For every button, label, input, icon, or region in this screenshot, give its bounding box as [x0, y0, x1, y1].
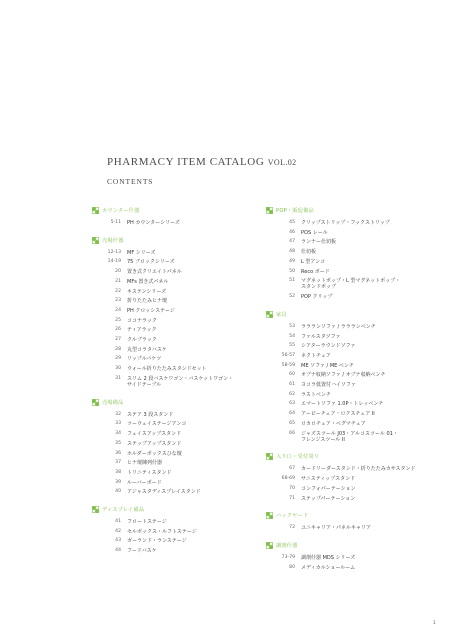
- section-label: バックヤード: [276, 513, 309, 520]
- toc-page-number: 20: [115, 269, 121, 275]
- toc-page-number: 68-69: [281, 476, 295, 482]
- toc-entry-title: クルブラック: [127, 337, 157, 344]
- toc-page-number: 39: [115, 479, 121, 485]
- toc-page-number: 32: [115, 411, 121, 417]
- page-number: 1: [433, 621, 436, 626]
- toc-entry-title: シアターラウンドソファ: [301, 343, 356, 350]
- toc-page-number: 70: [289, 485, 295, 491]
- toc-entry[interactable]: [266, 294, 441, 300]
- toc-entry-title: フードバスケ: [127, 548, 157, 555]
- toc-entry[interactable]: [266, 334, 441, 340]
- toc-entry-title: 調剤什器 MDS シリーズ: [301, 554, 356, 561]
- toc-page-number: 26: [115, 327, 121, 333]
- toc-page-number: 36: [115, 450, 121, 456]
- toc-page-number: 66: [289, 430, 295, 436]
- toc-entry-title: POP クリップ: [301, 294, 333, 301]
- toc-page-number: 47: [289, 239, 295, 245]
- section-heading: [266, 541, 441, 550]
- section-label: カウンター什器: [102, 208, 140, 214]
- toc-page-number: 48: [289, 249, 295, 255]
- toc-page-number: 50: [289, 268, 295, 274]
- toc-entry[interactable]: [92, 220, 267, 226]
- toc-page-number: 63: [289, 401, 295, 407]
- toc-entry[interactable]: [92, 489, 267, 495]
- toc-page-number: 62: [289, 391, 295, 397]
- toc-entry[interactable]: [92, 441, 267, 447]
- toc-entry-title: MF シリーズ: [127, 249, 156, 256]
- toc-page-number: 60: [289, 372, 295, 378]
- toc-page-number: 28: [115, 346, 121, 352]
- toc-entry-title: サニスティップスタンド: [301, 476, 356, 483]
- toc-page-number: 43: [115, 538, 121, 544]
- toc-entry-title: ツーウェイステージアンコ: [127, 421, 187, 428]
- toc-left-column: [92, 206, 267, 558]
- toc-page-number: 30: [115, 366, 121, 372]
- toc-entry-title: 丸型コラタバスケ: [127, 346, 167, 353]
- section-label: POP・販促備品: [276, 208, 314, 214]
- toc-page-number: 49: [289, 258, 295, 264]
- toc-entry[interactable]: [266, 239, 441, 245]
- toc-page-number: 31: [115, 375, 121, 381]
- section-label: 売場什器: [102, 237, 124, 244]
- toc-entry[interactable]: [266, 249, 441, 255]
- toc-entry-title: カードリーダースタンド・折りたたみカサスタンド: [301, 466, 416, 473]
- toc-entry-title: リップルバケツ: [127, 356, 162, 363]
- toc-entry[interactable]: [92, 259, 267, 265]
- section-grid-icon: [92, 207, 99, 214]
- toc-right-column: [266, 206, 441, 574]
- toc-page-number: 29: [115, 356, 121, 362]
- toc-entry-title: コンフォパーテーション: [301, 485, 356, 492]
- toc-entry[interactable]: [92, 366, 267, 372]
- toc-entry[interactable]: [266, 496, 441, 502]
- toc-entry[interactable]: [92, 298, 267, 304]
- toc-entry-title: PH カウンターシリーズ: [127, 220, 180, 226]
- toc-page-number: 56-57: [281, 352, 295, 358]
- toc-entry[interactable]: [266, 230, 441, 236]
- toc-entry-title: POS レール: [301, 229, 328, 236]
- toc-entry[interactable]: [92, 460, 267, 466]
- toc-entry[interactable]: [92, 347, 267, 353]
- section-grid-icon: [92, 399, 99, 406]
- toc-page-number: 52: [289, 294, 295, 300]
- toc-entry-title: 仕切板: [301, 249, 317, 256]
- toc-entry[interactable]: [266, 476, 441, 482]
- toc-entry[interactable]: [266, 401, 441, 407]
- section-heading: [92, 236, 267, 245]
- toc-entry-title: オブナ収納ソファ / オブナ収納ベンチ: [301, 372, 386, 379]
- catalog-title: PHARMACY ITEM CATALOG VOL.02: [107, 156, 297, 168]
- toc-entry[interactable]: [266, 278, 441, 290]
- toc-entry[interactable]: [266, 565, 441, 571]
- toc-page-number: 71: [289, 495, 295, 501]
- toc-entry[interactable]: [92, 308, 267, 314]
- section-label: ディスプレイ備品: [102, 507, 145, 514]
- toc-entry-title: ネクトチェア: [301, 352, 331, 359]
- toc-entry-title: クリップストリップ・フックストリップ: [301, 220, 390, 226]
- toc-page-number: 53: [289, 323, 295, 329]
- toc-page-number: 5-11: [110, 220, 121, 225]
- toc-entry[interactable]: [92, 548, 267, 554]
- toc-entry-title: ヨコラ低置付ハイソファ: [301, 382, 356, 389]
- toc-entry-title: Reco ボード: [301, 268, 330, 275]
- toc-entry[interactable]: [92, 538, 267, 544]
- toc-entry-title: メディカルショールーム: [301, 564, 356, 571]
- toc-entry[interactable]: [92, 356, 267, 362]
- section-label: 売場備品: [102, 399, 124, 406]
- toc-page-number: 72: [289, 525, 295, 531]
- toc-entry[interactable]: [266, 421, 441, 427]
- toc-entry-title: ファルスタソファ: [301, 333, 341, 340]
- toc-entry[interactable]: [266, 431, 441, 443]
- toc-page-number: 67: [289, 466, 295, 472]
- toc-entry-title: セルボックス・ルフトステージ: [127, 528, 197, 535]
- toc-entry-title: アジャスタディスプレイスタンド: [127, 489, 201, 496]
- toc-entry[interactable]: [92, 470, 267, 476]
- section-heading: [92, 505, 267, 514]
- toc-page-number: 42: [115, 528, 121, 534]
- toc-entry[interactable]: [92, 279, 267, 285]
- toc-page-number: 21: [115, 278, 121, 284]
- toc-entry[interactable]: [92, 480, 267, 486]
- section-heading: [92, 206, 267, 215]
- toc-entry-title: L 型アンコ: [301, 258, 326, 265]
- toc-entry-title: ランナー仕切板: [301, 239, 337, 246]
- toc-entry[interactable]: [92, 289, 267, 295]
- toc-entry[interactable]: [92, 250, 267, 256]
- toc-page-number: 51: [289, 278, 295, 284]
- toc-entry[interactable]: [92, 412, 267, 418]
- toc-entry-title: ステップパーテーション: [301, 495, 356, 502]
- toc-page-number: 73-79: [281, 554, 295, 560]
- toc-entry-title: アービーチェア・ロクスチェア II: [301, 411, 375, 418]
- section-label: 家具: [276, 311, 287, 318]
- toc-entry-title: 折りたたみヒナ壇: [127, 298, 168, 305]
- toc-entry-title: ルーバーボード: [127, 479, 162, 486]
- toc-page-number: 64: [289, 411, 295, 417]
- toc-page-number: 61: [289, 382, 295, 388]
- toc-entry-title: ユニキャリア・パネルキャリア: [301, 525, 372, 532]
- section-heading: [266, 206, 441, 215]
- toc-entry-title: ココナラック: [127, 317, 157, 324]
- toc-page-number: 37: [115, 460, 121, 466]
- toc-entry[interactable]: [266, 525, 441, 531]
- toc-entry[interactable]: [92, 337, 267, 343]
- toc-entry[interactable]: [266, 259, 441, 265]
- section-grid-icon: [266, 542, 273, 549]
- toc-entry[interactable]: [266, 392, 441, 398]
- toc-entry-title: 置き式クリエイトパネル: [127, 269, 182, 276]
- toc-entry[interactable]: [92, 431, 267, 437]
- toc-page-number: 55: [289, 343, 295, 349]
- toc-entry-title: ウォール折りたたみスタンドセット: [127, 366, 207, 373]
- section-label: 調剤什器: [276, 542, 298, 549]
- toc-entry[interactable]: [266, 343, 441, 349]
- toc-entry-title: ラストベンチ: [301, 391, 331, 398]
- toc-entry[interactable]: [92, 376, 267, 388]
- toc-page-number: 54: [289, 333, 295, 339]
- section-label: 入り口・受付周り: [276, 454, 320, 461]
- toc-entry[interactable]: [266, 555, 441, 561]
- toc-page-number: 23: [115, 298, 121, 304]
- toc-page-number: 46: [289, 229, 295, 235]
- toc-entry[interactable]: [266, 220, 441, 226]
- toc-page-number: 45: [289, 220, 295, 225]
- toc-page-number: 12-13: [107, 249, 121, 255]
- toc-entry[interactable]: [266, 382, 441, 388]
- toc-entry[interactable]: [92, 327, 267, 333]
- toc-entry[interactable]: [266, 269, 441, 275]
- section-heading: [266, 310, 441, 319]
- section-grid-icon: [266, 453, 273, 460]
- toc-entry-title: スリム 2 段バスケワゴン・バスケットワゴン・ サイドテーブル: [127, 375, 234, 389]
- toc-page-number: 33: [115, 421, 121, 427]
- toc-page-number: 22: [115, 288, 121, 294]
- toc-entry[interactable]: [92, 451, 267, 457]
- toc-entry-title: エマートソファ 1.0P・トレッベンチ: [301, 401, 384, 408]
- section-heading: [266, 452, 441, 461]
- toc-entry-title: ガーランド・ランステージ: [127, 538, 187, 545]
- toc-page-number: 58-59: [281, 362, 295, 368]
- section-grid-icon: [92, 237, 99, 244]
- toc-entry-title: ララランソファ / ララランベンチ: [301, 323, 376, 330]
- toc-entry-title: ステア 3 段スタンド: [127, 411, 174, 418]
- toc-entry-title: ティアラック: [127, 327, 157, 334]
- toc-page-number: 34: [115, 431, 121, 437]
- toc-entry[interactable]: [266, 486, 441, 492]
- toc-entry-title: ステップアップスタンド: [127, 440, 182, 447]
- toc-entry-title: MFs 置き式パネル: [127, 278, 169, 285]
- toc-page-number: 44: [115, 548, 121, 554]
- toc-entry[interactable]: [266, 372, 441, 378]
- contents-heading: CONTENTS: [107, 177, 154, 186]
- toc-entry[interactable]: [92, 318, 267, 324]
- toc-page-number: 65: [289, 420, 295, 426]
- toc-entry-title: ロカロチェア・ベグマチェア: [301, 420, 366, 427]
- toc-entry[interactable]: [266, 363, 441, 369]
- toc-page-number: 27: [115, 337, 121, 343]
- section-heading: [92, 398, 267, 407]
- toc-page-number: 25: [115, 317, 121, 323]
- toc-entry-title: ヒナ壇陳列什器: [127, 460, 163, 467]
- toc-entry-title: フロートステージ: [127, 519, 167, 526]
- section-grid-icon: [92, 506, 99, 513]
- toc-page-number: 41: [115, 519, 121, 525]
- toc-entry-title: ジャズスツール J03・アルコスツール 01・ フレンジスツール II: [301, 430, 398, 443]
- toc-entry-title: トリニティスタンド: [127, 469, 172, 476]
- section-grid-icon: [266, 512, 273, 519]
- toc-entry[interactable]: [92, 529, 267, 535]
- toc-entry[interactable]: [92, 421, 267, 427]
- toc-entry-title: ME ソファ / ME ベンチ: [301, 362, 354, 369]
- toc-entry[interactable]: [266, 411, 441, 417]
- toc-entry[interactable]: [266, 353, 441, 359]
- toc-entry-title: PH クロッシステージ: [127, 307, 175, 314]
- section-heading: [266, 511, 441, 520]
- toc-entry-title: ホルダーボックスひな壇: [127, 450, 182, 457]
- toc-entry-title: キステンシリーズ: [127, 288, 167, 295]
- toc-entry-title: マグネットポップ・L 型マグネットポップ・ スタンドポップ: [301, 278, 401, 291]
- toc-page-number: 38: [115, 469, 121, 475]
- toc-page-number: 24: [115, 307, 121, 313]
- toc-entry[interactable]: [266, 466, 441, 472]
- toc-entry[interactable]: [266, 324, 441, 330]
- toc-page-number: 40: [115, 489, 121, 495]
- section-grid-icon: [266, 311, 273, 318]
- toc-page-number: 14-19: [107, 259, 121, 265]
- toc-page-number: 80: [289, 564, 295, 570]
- toc-entry-title: フェイスアップスタンド: [127, 431, 182, 438]
- toc-entry[interactable]: [92, 519, 267, 525]
- section-grid-icon: [266, 207, 273, 214]
- toc-entry[interactable]: [92, 269, 267, 275]
- toc-entry-title: 75 ブロックシリーズ: [127, 259, 175, 266]
- toc-page-number: 35: [115, 440, 121, 446]
